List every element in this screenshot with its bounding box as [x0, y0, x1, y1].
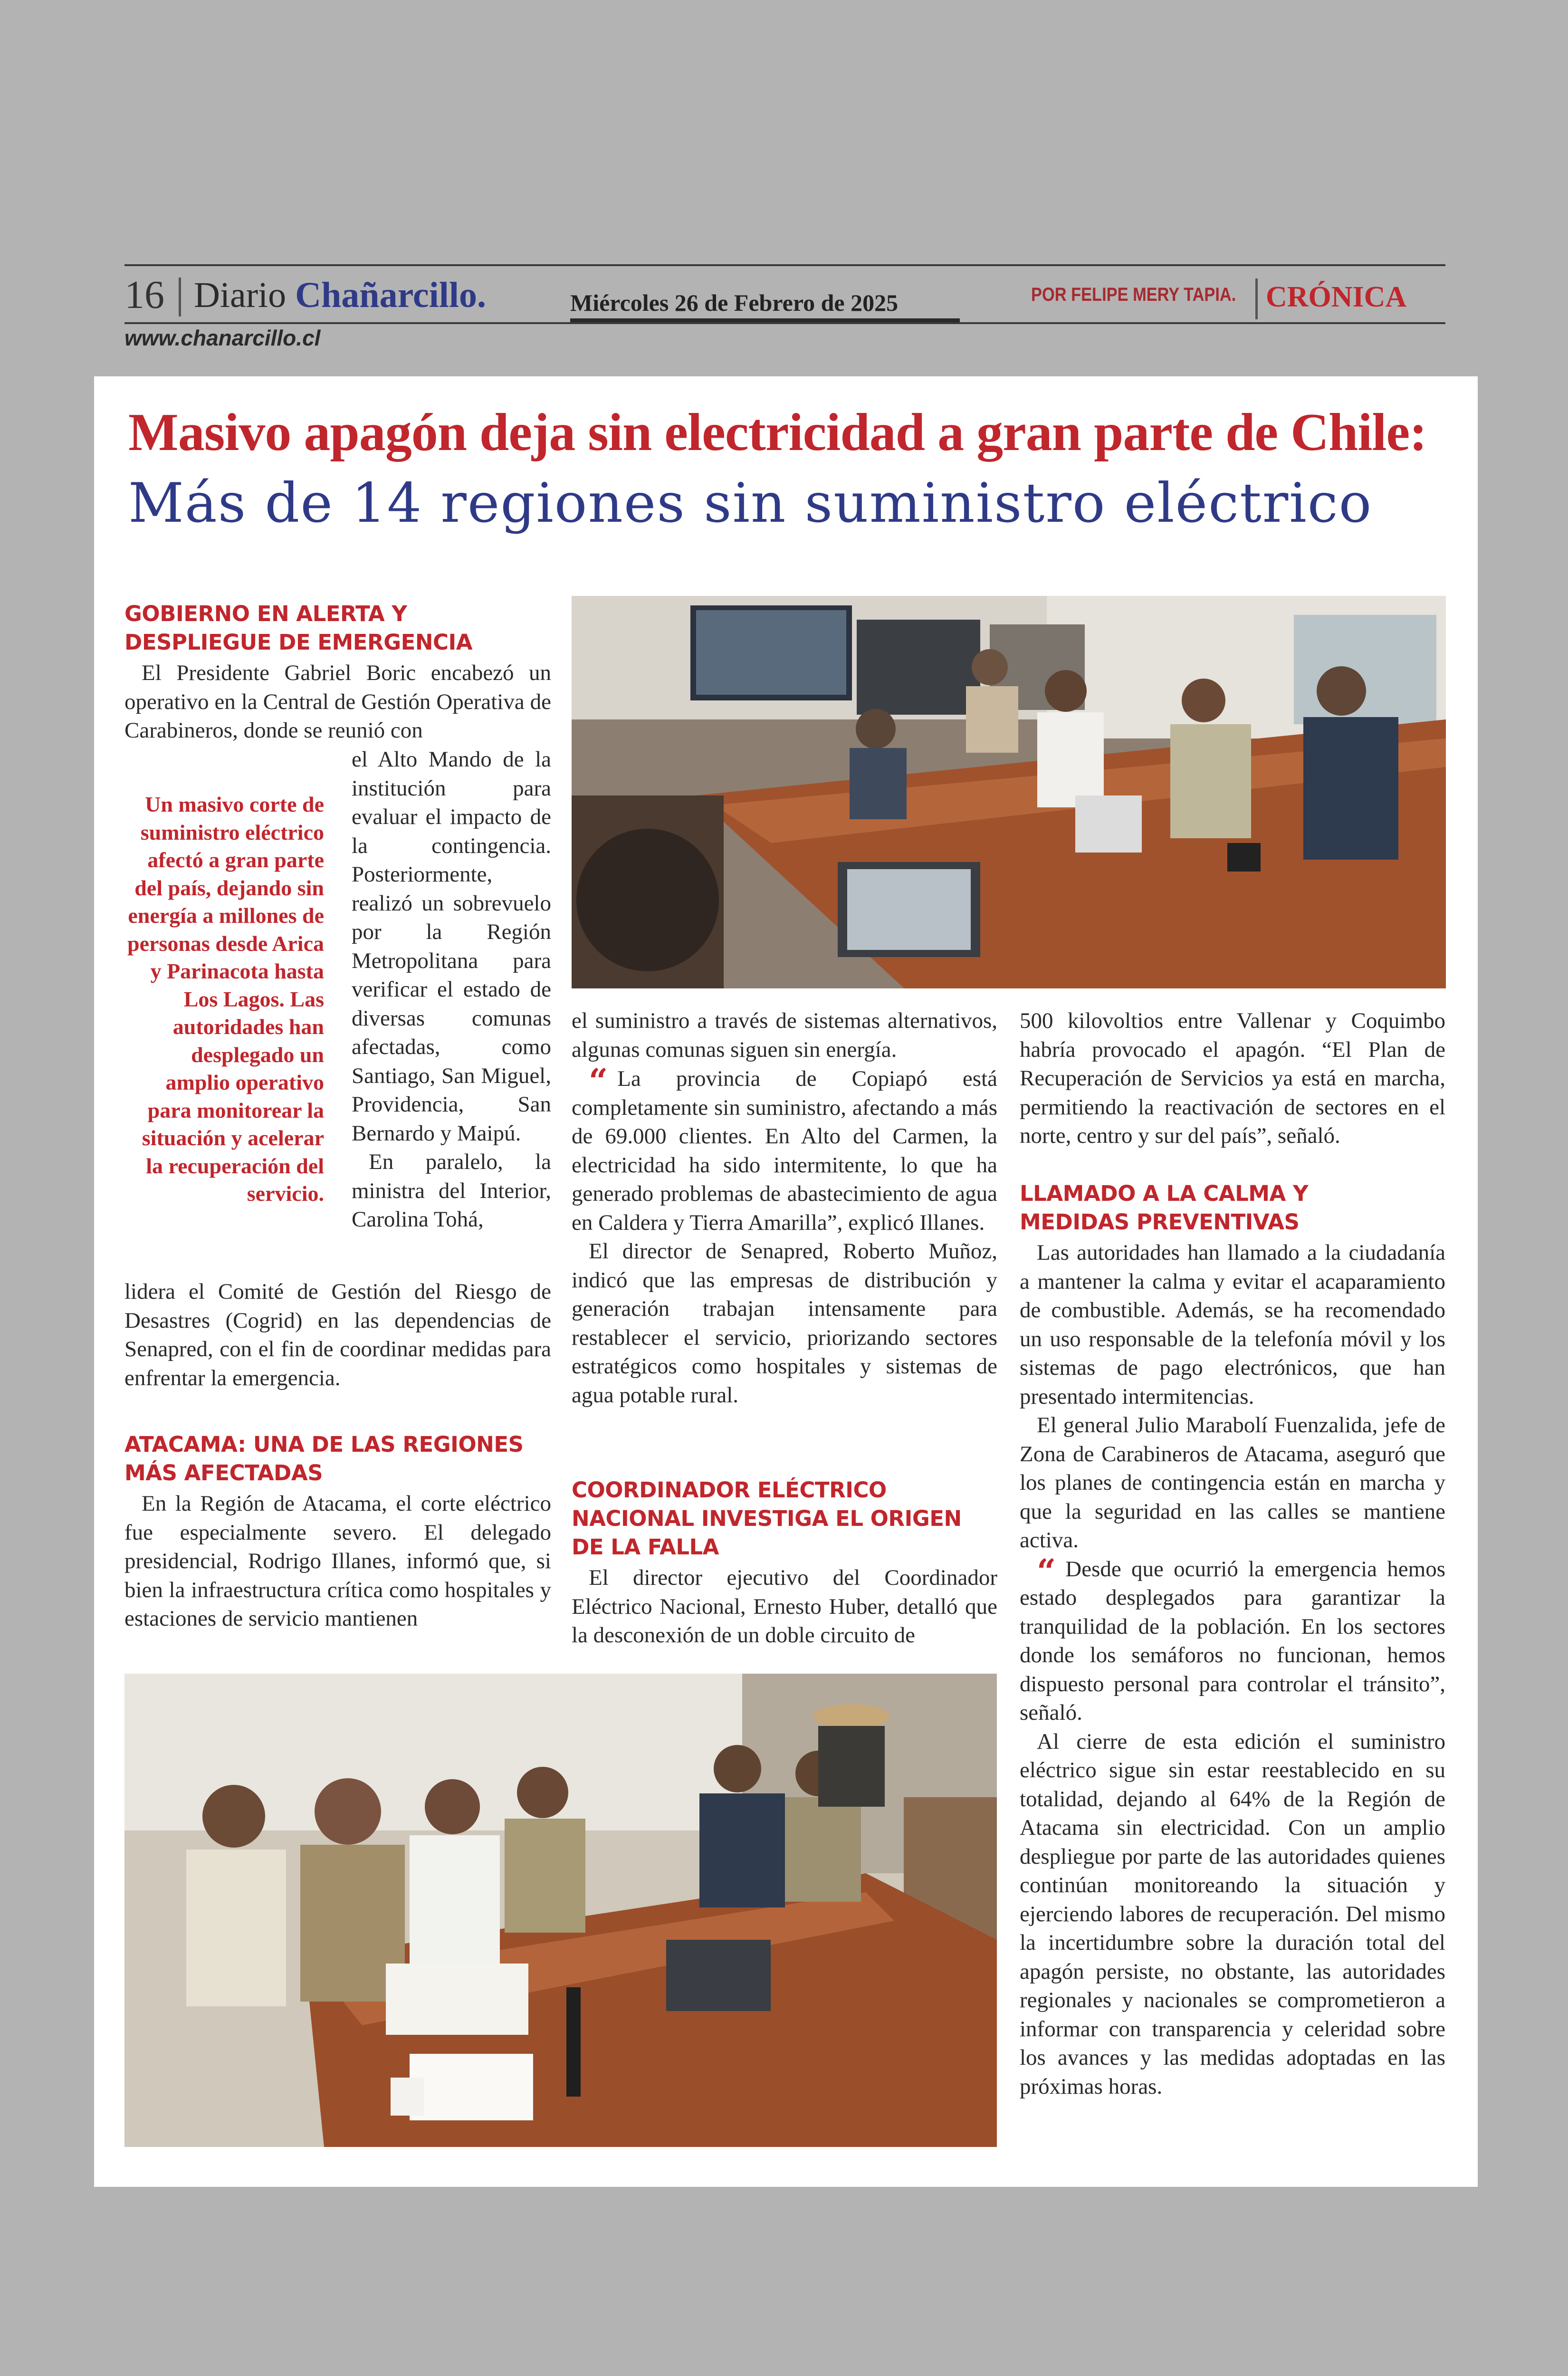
paragraph-text: Las autoridades han llamado a la ciudadanía a mantener la calma y evitar el acaparamiento de combustible. Además, se ha recomendado un uso responsable de la telefonía móvil y los sistemas de pago electrónicos, que han presentado intermitencias.: [1020, 1240, 1445, 1409]
page-number-separator: [179, 278, 181, 316]
subhead-coordinador: [572, 1476, 999, 1562]
subhead-atacama: [124, 1430, 552, 1487]
subhead-line: NACIONAL INVESTIGA EL ORIGEN: [572, 1506, 962, 1531]
paragraph-boric-intro: [124, 659, 551, 745]
subhead-gobierno: [124, 600, 552, 657]
website-link[interactable]: www.chanarcillo.cl: [124, 326, 321, 350]
quote-copiapo: [572, 1061, 997, 1409]
headline-secondary: Más de 14 regiones sin suministro eléctrico: [128, 471, 1373, 535]
officials-photo-illustration: [124, 1674, 997, 2147]
paragraph-text: El director ejecutivo del Coordinador Eléctrico Nacional, Ernesto Huber, detalló que la desconexión de un doble circuito de: [572, 1565, 997, 1648]
section-name: CRÓNICA: [1266, 281, 1407, 313]
paragraph-text: [1020, 1551, 1445, 1727]
subhead-line: MEDIDAS PREVENTIVAS: [1020, 1209, 1300, 1235]
newspaper-prefix: Diario: [194, 275, 296, 315]
paragraph-text: En paralelo, la ministra del Interior, Carolina Tohá,: [352, 1150, 551, 1232]
paragraph-text: Al cierre de esta edición el suministro eléctrico sigue sin estar reestablecido en su totalidad, dejando al 64% de la Región de Atacama sin electricidad. Con un amplio despliegue por parte de las autoridades quienes continúan monitoreando la situación y ejerciendo labores de recuperación. Del mismo la incertidumbre sobre la duración total del apagón persiste, no obstante, las autoridades regionales y nacionales se comprometieron a informar con transparencia y celeridad sobre los avances y las medidas adoptadas en las próximas horas.: [1020, 1729, 1445, 2099]
subhead-calma: [1020, 1179, 1447, 1236]
subhead-line: GOBIERNO EN ALERTA Y: [124, 601, 407, 626]
author-byline: POR FELIPE MERY TAPIA.: [1031, 284, 1236, 305]
issue-date: Miércoles 26 de Febrero de 2025: [570, 289, 899, 316]
subhead-line: DE LA FALLA: [572, 1534, 719, 1560]
meeting-photo-illustration: [572, 596, 1446, 988]
newspaper-title: Chañarcillo: [295, 275, 478, 315]
newspaper-dot: .: [477, 275, 487, 315]
paragraph-boric-wrap: [352, 745, 551, 1234]
newspaper-name: [194, 269, 486, 321]
paragraph-text: [572, 1061, 997, 1237]
subhead-line: LLAMADO A LA CALMA Y: [1020, 1181, 1309, 1206]
paragraph-text: En la Región de Atacama, el corte eléctrico fue especialmente severo. El delegado presidencial, Rodrigo Illanes, informó que, si bien la infraestructura crítica como hospitales y estaciones de servicio mantienen: [124, 1491, 551, 1631]
paragraph-text: el Alto Mando de la institución para evaluar el impacto de la contingencia. Posteriormente, realizó un sobrevuelo por la Región Metropolitana para verificar el estado de diversas comunas afectadas, como Santiago, San Miguel, Providencia, San Bernardo y Maipú.: [352, 747, 551, 1146]
paragraph-atacama: [124, 1489, 551, 1633]
paragraph-toha: [124, 1277, 551, 1392]
photo-meeting-room: [572, 596, 1446, 988]
header-top-rule: [124, 264, 1445, 266]
subhead-line: COORDINADOR ELÉCTRICO: [572, 1477, 887, 1503]
paragraph-text: el suministro a través de sistemas alternativos, algunas comunas siguen sin energía.: [572, 1008, 997, 1062]
paragraph-coordinador: [572, 1563, 997, 1650]
header-bottom-rule: [124, 322, 1445, 324]
subhead-line: DESPLIEGUE DE EMERGENCIA: [124, 630, 473, 655]
paragraph-text: El Presidente Gabriel Boric encabezó un operativo en la Central de Gestión Operativa de Carabineros, donde se reunió con: [124, 661, 551, 743]
paragraph-kilovoltios: [1020, 1006, 1445, 1150]
headline-main: Masivo apagón deja sin electricidad a gran parte de Chile:: [128, 403, 1427, 462]
quote-mark-icon: “: [589, 1061, 608, 1101]
pull-quote: Un masivo corte de suministro eléctrico afectó a gran parte del país, dejando sin energía a millones de personas desde Arica y Parinacota hasta Los Lagos. Las autoridades han desplegado un amplio operativo para monitorear la situación y acelerar la recuperación del servicio.: [127, 792, 324, 1206]
section-separator: [1255, 278, 1258, 319]
subhead-line: MÁS AFECTADAS: [124, 1460, 323, 1485]
paragraph-text: El general Julio Marabolí Fuenzalida, jefe de Zona de Carabineros de Atacama, aseguró que los planes de contingencia están en marcha y que la seguridad en las calles se mantiene activa.: [1020, 1413, 1445, 1552]
page-number: 16: [124, 273, 164, 317]
subhead-line: ATACAMA: UNA DE LAS REGIONES: [124, 1432, 524, 1457]
paragraph-text: El director de Senapred, Roberto Muñoz, indicó que las empresas de distribución y generación trabajan intensamente para restablecer el servicio, priorizando sectores estratégicos como hospitales y sistemas de agua potable rural.: [572, 1239, 997, 1408]
paragraph-calma: [1020, 1238, 1445, 2101]
quote-mark-icon: “: [1037, 1551, 1056, 1591]
paragraph-text: 500 kilovoltios entre Vallenar y Coquimbo habría provocado el apagón. “El Plan de Recuperación de Servicios ya está en marcha, permitiendo la reactivación de sectores en el norte, centro y sur del país”, señaló.: [1020, 1008, 1445, 1148]
quote-text: Desde que ocurrió la emergencia hemos estado desplegados para garantizar la tranquilidad de la población. En los sectores donde los semáforos no funcionan, hemos dispuesto personal para controlar el tránsito”, señaló.: [1020, 1556, 1445, 1725]
quote-text: La provincia de Copiapó está completamente sin suministro, afectando a más de 69.000 clientes. En Alto del Carmen, la electricidad ha sido intermitente, lo que ha generado problemas de abastecimiento de agua en Caldera y Tierra Amarilla”, explicó Illanes.: [572, 1066, 997, 1235]
paragraph-suministro: [572, 1006, 997, 1064]
paragraph-text: lidera el Comité de Gestión del Riesgo de Desastres (Cogrid) en las dependencias de Senapred, con el fin de coordinar medidas para enfrentar la emergencia.: [124, 1279, 551, 1390]
photo-officials-table: [124, 1674, 997, 2147]
